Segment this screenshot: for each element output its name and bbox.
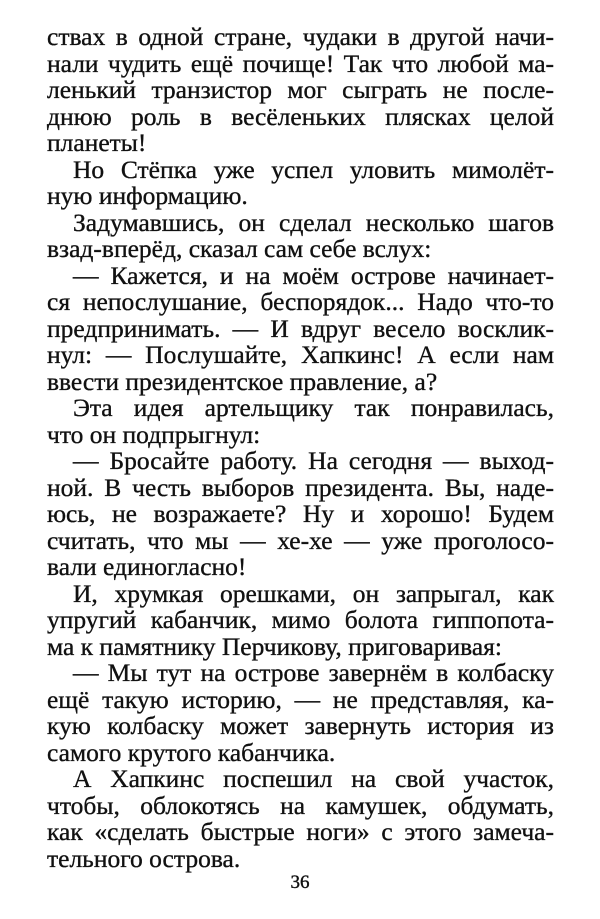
paragraph bbox=[47, 395, 554, 448]
paragraph bbox=[47, 660, 554, 766]
text-line: предпринимать. — И вдруг весело восклик- bbox=[47, 313, 554, 343]
text-line: — Кажется, и на моём острове начинает- bbox=[73, 260, 554, 290]
paragraph bbox=[47, 766, 554, 872]
text-line: вали единогласно! bbox=[47, 552, 247, 581]
text-line: что он подпрыгнул: bbox=[47, 419, 261, 449]
text-line: ещё такую историю, — не представляя, ка- bbox=[47, 684, 554, 714]
page-text-body bbox=[47, 24, 554, 872]
text-line: Задумавшись, он сделал несколько шагов bbox=[73, 207, 554, 237]
paragraph bbox=[47, 578, 554, 661]
text-line: чтобы, облокотясь на камушек, обдумать, bbox=[47, 790, 554, 820]
text-line: взад-вперёд, сказал сам себе вслух: bbox=[47, 234, 432, 263]
text-line: нул: — Послушайте, Хапкинс! А если нам bbox=[47, 340, 554, 369]
text-line: — Бросайте работу. На сегодня — выход- bbox=[73, 446, 554, 475]
text-line: как «сделать быстрые ноги» с этого замеча- bbox=[47, 817, 554, 846]
text-line: ма к памятнику Перчикову, приговаривая: bbox=[47, 631, 502, 661]
text-line: самого крутого кабанчика. bbox=[47, 737, 336, 767]
paragraph bbox=[47, 154, 554, 210]
text-line: А Хапкинс поспешил на свой участок, bbox=[73, 764, 554, 793]
text-line: днюю роль в весёленьких плясках целой bbox=[47, 101, 554, 131]
paragraph bbox=[47, 207, 554, 263]
text-line: Эта идея артельщику так понравилась, bbox=[73, 393, 554, 422]
text-line: И, хрумкая орешками, он запрыгал, как bbox=[73, 578, 554, 608]
text-line: юсь, не возражаете? Ну и хорошо! Будем bbox=[47, 499, 554, 528]
text-line: ленький транзистор мог сыграть не после- bbox=[47, 75, 554, 104]
text-line: Но Стёпка уже успел уловить мимолёт- bbox=[73, 154, 554, 184]
text-line: нали чудить ещё почище! Так что любой ма- bbox=[47, 48, 554, 78]
text-line: считать, что мы — хе-хе — уже проголосо- bbox=[47, 525, 554, 555]
paragraph bbox=[47, 448, 554, 581]
text-line: тельного острова. bbox=[47, 843, 241, 873]
page-number: 36 bbox=[290, 872, 310, 893]
text-line: кую колбаску может завернуть история из bbox=[47, 711, 554, 740]
text-line: ся непослушание, беспорядок... Надо что-то bbox=[47, 287, 554, 316]
text-line: — Мы тут на острове завернём в колбаску bbox=[73, 658, 554, 687]
paragraph bbox=[47, 260, 554, 396]
text-line: ную информацию. bbox=[47, 181, 248, 210]
text-line: ной. В честь выборов президента. Вы, наде- bbox=[47, 472, 554, 502]
paragraph bbox=[47, 24, 554, 157]
text-line: планеты! bbox=[47, 128, 147, 157]
text-line: ствах в одной стране, чудаки в другой начи- bbox=[47, 22, 554, 51]
text-line: ввести президентское правление, а? bbox=[47, 366, 438, 396]
text-line: упругий кабанчик, мимо болота гиппопота- bbox=[47, 605, 554, 634]
